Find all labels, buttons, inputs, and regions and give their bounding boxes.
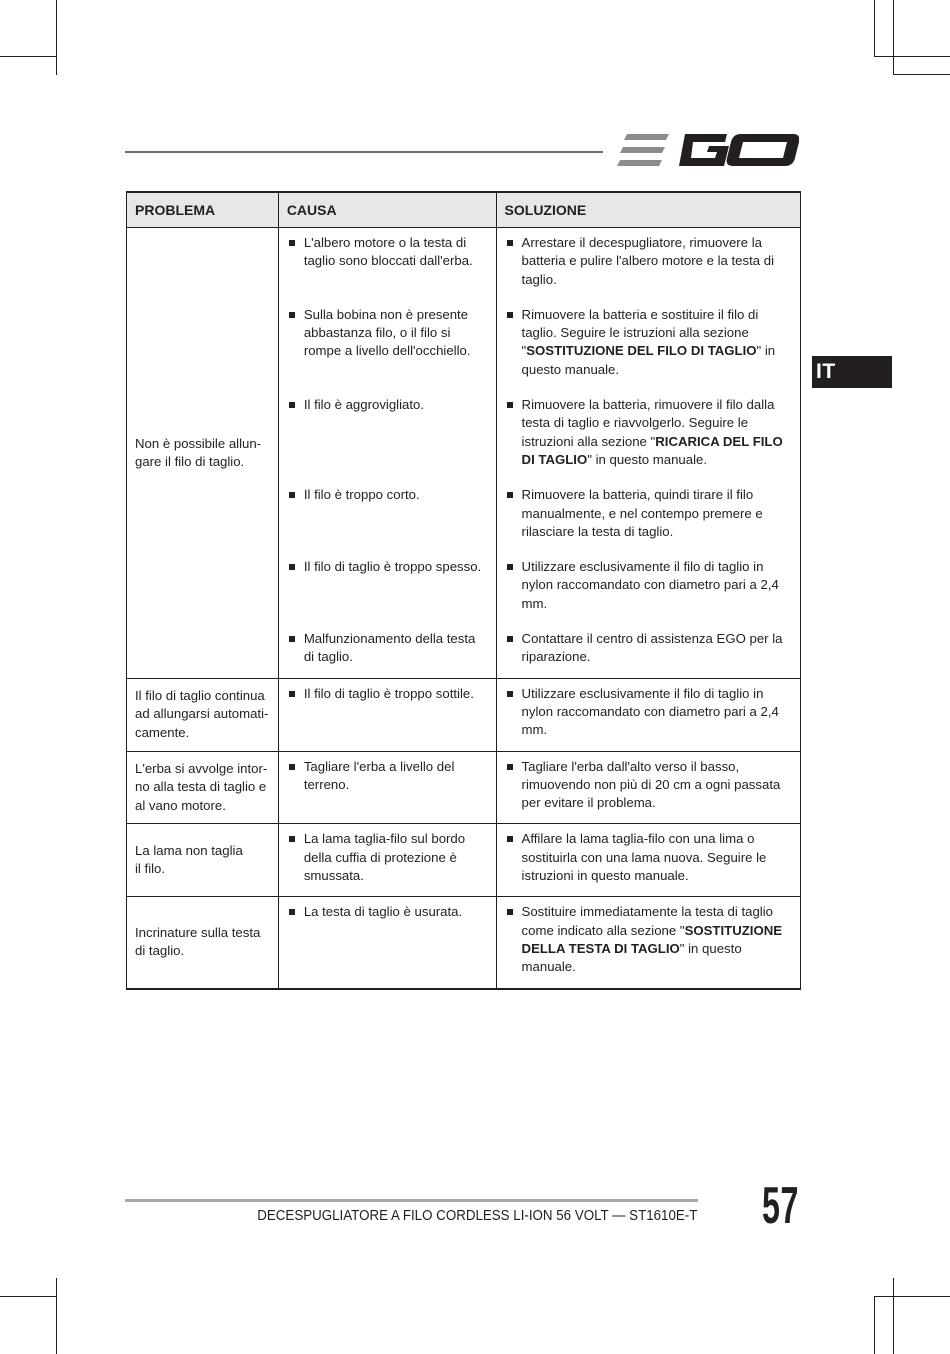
solution-text — [505, 630, 792, 667]
ego-logo — [617, 130, 799, 170]
crop-mark — [874, 56, 950, 57]
cause-cell — [278, 624, 496, 678]
solution-fragment: Utilizzare esclusivamente il filo di taglio in nylon raccomandato con diametro pari a 2,4 mm. — [521, 559, 779, 611]
table-row — [127, 824, 801, 897]
problem-cell — [127, 824, 279, 897]
problem-line: La lama non taglia — [135, 843, 243, 859]
footer-product-line: DECESPUGLIATORE A FILO CORDLESS LI-ION 56 VOLT — ST1610E-T — [256, 1208, 697, 1224]
header-rule — [125, 151, 603, 153]
cause-cell — [278, 228, 496, 300]
table-body — [127, 228, 801, 989]
solution-cell — [496, 480, 800, 552]
cause-text: Il filo di taglio è troppo spesso. — [287, 558, 488, 576]
solution-cell — [496, 300, 800, 390]
solution-emphasis: SOSTITUZIONE DELLA TESTA DI TAGLIO — [521, 922, 783, 956]
crop-mark — [56, 0, 57, 75]
problem-line: al vano motore. — [135, 797, 226, 813]
cause-text: Il filo di taglio è troppo sottile. — [287, 685, 488, 703]
crop-mark — [874, 0, 875, 57]
table-header-row — [127, 192, 801, 228]
cause-cell — [278, 480, 496, 552]
problem-line: gare il filo di taglio. — [135, 453, 245, 469]
cause-text: L'albero motore o la testa di taglio sono bloccati dall'erba. — [287, 234, 488, 271]
cause-text: Tagliare l'erba a livello del terreno. — [287, 758, 488, 795]
table-row — [127, 678, 801, 751]
solution-emphasis: RICARICA DEL FILO DI TAGLIO — [521, 433, 783, 467]
solution-fragment: Rimuovere la batteria, rimuovere il filo dalla testa di taglio e riavvolgerlo. Seguire le istruzioni alla sezione " — [521, 397, 775, 449]
solution-cell — [496, 624, 800, 678]
solution-fragment: Tagliare l'erba dall'alto verso il basso, rimuovendo non più di 20 cm a ogni passata per evitare il problema. — [521, 758, 781, 811]
cause-text: La testa di taglio è usurata. — [287, 903, 488, 921]
crop-mark — [0, 1296, 57, 1297]
cause-cell — [278, 751, 496, 824]
solution-fragment: Rimuovere la batteria, quindi tirare il filo manualmente, e nel contempo premere e rilasciare la testa di taglio. — [521, 487, 763, 539]
solution-fragment: Rimuovere la batteria e sostituire il filo di taglio. Seguire le istruzioni alla sezione " — [521, 306, 759, 359]
crop-mark — [893, 0, 894, 75]
crop-mark — [0, 56, 57, 57]
solution-text — [505, 396, 792, 469]
crop-mark — [893, 1278, 894, 1354]
solution-fragment: Sostituire immediatamente la testa di taglio come indicato alla sezione " — [521, 904, 773, 938]
solution-text — [505, 830, 792, 885]
table-row — [127, 751, 801, 824]
solution-cell — [496, 678, 800, 751]
solution-cell — [496, 552, 800, 624]
solution-fragment: Arrestare il decespugliatore, rimuovere la batteria e pulire l'albero motore e la testa di taglio. — [521, 235, 775, 287]
cause-cell — [278, 390, 496, 480]
column-header-solution: SOLUZIONE — [496, 192, 800, 228]
footer-rule — [125, 1199, 698, 1202]
cause-cell — [278, 300, 496, 390]
column-header-cause: CAUSA — [278, 192, 496, 228]
solution-cell — [496, 897, 800, 989]
problem-line: no alla testa di taglio e — [135, 779, 267, 795]
solution-fragment: Contattare il centro di assistenza EGO per la riparazione. — [521, 631, 783, 665]
problem-line: Il filo di taglio continua — [135, 688, 265, 704]
cause-cell — [278, 552, 496, 624]
solution-text — [505, 685, 792, 740]
solution-fragment: Utilizzare esclusivamente il filo di taglio in nylon raccomandato con diametro pari a 2,4 mm. — [521, 685, 779, 738]
cause-text: Malfunzionamento della testa di taglio. — [287, 630, 488, 667]
problem-cell — [127, 678, 279, 751]
crop-mark — [56, 1278, 57, 1354]
cause-text: Il filo è aggrovigliato. — [287, 396, 488, 414]
solution-cell — [496, 390, 800, 480]
crop-mark — [874, 1296, 950, 1297]
cause-text: Il filo è troppo corto. — [287, 486, 488, 504]
problem-cell — [127, 897, 279, 989]
problem-line: il filo. — [135, 861, 166, 877]
problem-line: di taglio. — [135, 943, 185, 959]
problem-line: Non è possibile allun- — [135, 435, 262, 451]
solution-fragment: Affilare la lama taglia-filo con una lima o sostituirla con una lama nuova. Seguire le istruzioni in questo manuale. — [521, 831, 767, 884]
problem-line: camente. — [135, 724, 190, 740]
cause-cell — [278, 824, 496, 897]
column-header-problem: PROBLEMA — [127, 192, 279, 228]
solution-emphasis: SOSTITUZIONE DEL FILO DI TAGLIO — [526, 343, 757, 359]
problem-line: ad allungarsi automati- — [135, 706, 269, 722]
solution-cell — [496, 228, 800, 300]
solution-text — [505, 903, 792, 976]
problem-cell — [127, 751, 279, 824]
language-tab: IT — [812, 356, 892, 388]
solution-fragment: " in questo manuale. — [521, 940, 742, 975]
crop-mark — [893, 74, 950, 75]
problem-line: L'erba si avvolge intor- — [135, 761, 268, 777]
solution-cell — [496, 751, 800, 824]
page-number: 57 — [762, 1177, 800, 1235]
problem-line: Incrinature sulla testa — [135, 925, 261, 941]
crop-mark — [874, 1296, 875, 1354]
cause-cell — [278, 678, 496, 751]
solution-text — [505, 234, 792, 289]
solution-fragment: " in questo manuale. — [587, 451, 708, 467]
solution-text — [505, 486, 792, 541]
table-row — [127, 228, 801, 300]
solution-fragment: " in questo manuale. — [521, 343, 776, 377]
solution-text — [505, 558, 792, 613]
cause-cell — [278, 897, 496, 989]
table-row — [127, 897, 801, 989]
troubleshooting-table — [126, 191, 801, 990]
solution-text — [505, 758, 792, 813]
cause-text: La lama taglia-filo sul bordo della cuffia di protezione è smussata. — [287, 830, 488, 885]
cause-text: Sulla bobina non è presente abbastanza filo, o il filo si rompe a livello dell'occhiello. — [287, 306, 488, 361]
solution-cell — [496, 824, 800, 897]
solution-text — [505, 306, 792, 379]
problem-cell — [127, 228, 279, 679]
